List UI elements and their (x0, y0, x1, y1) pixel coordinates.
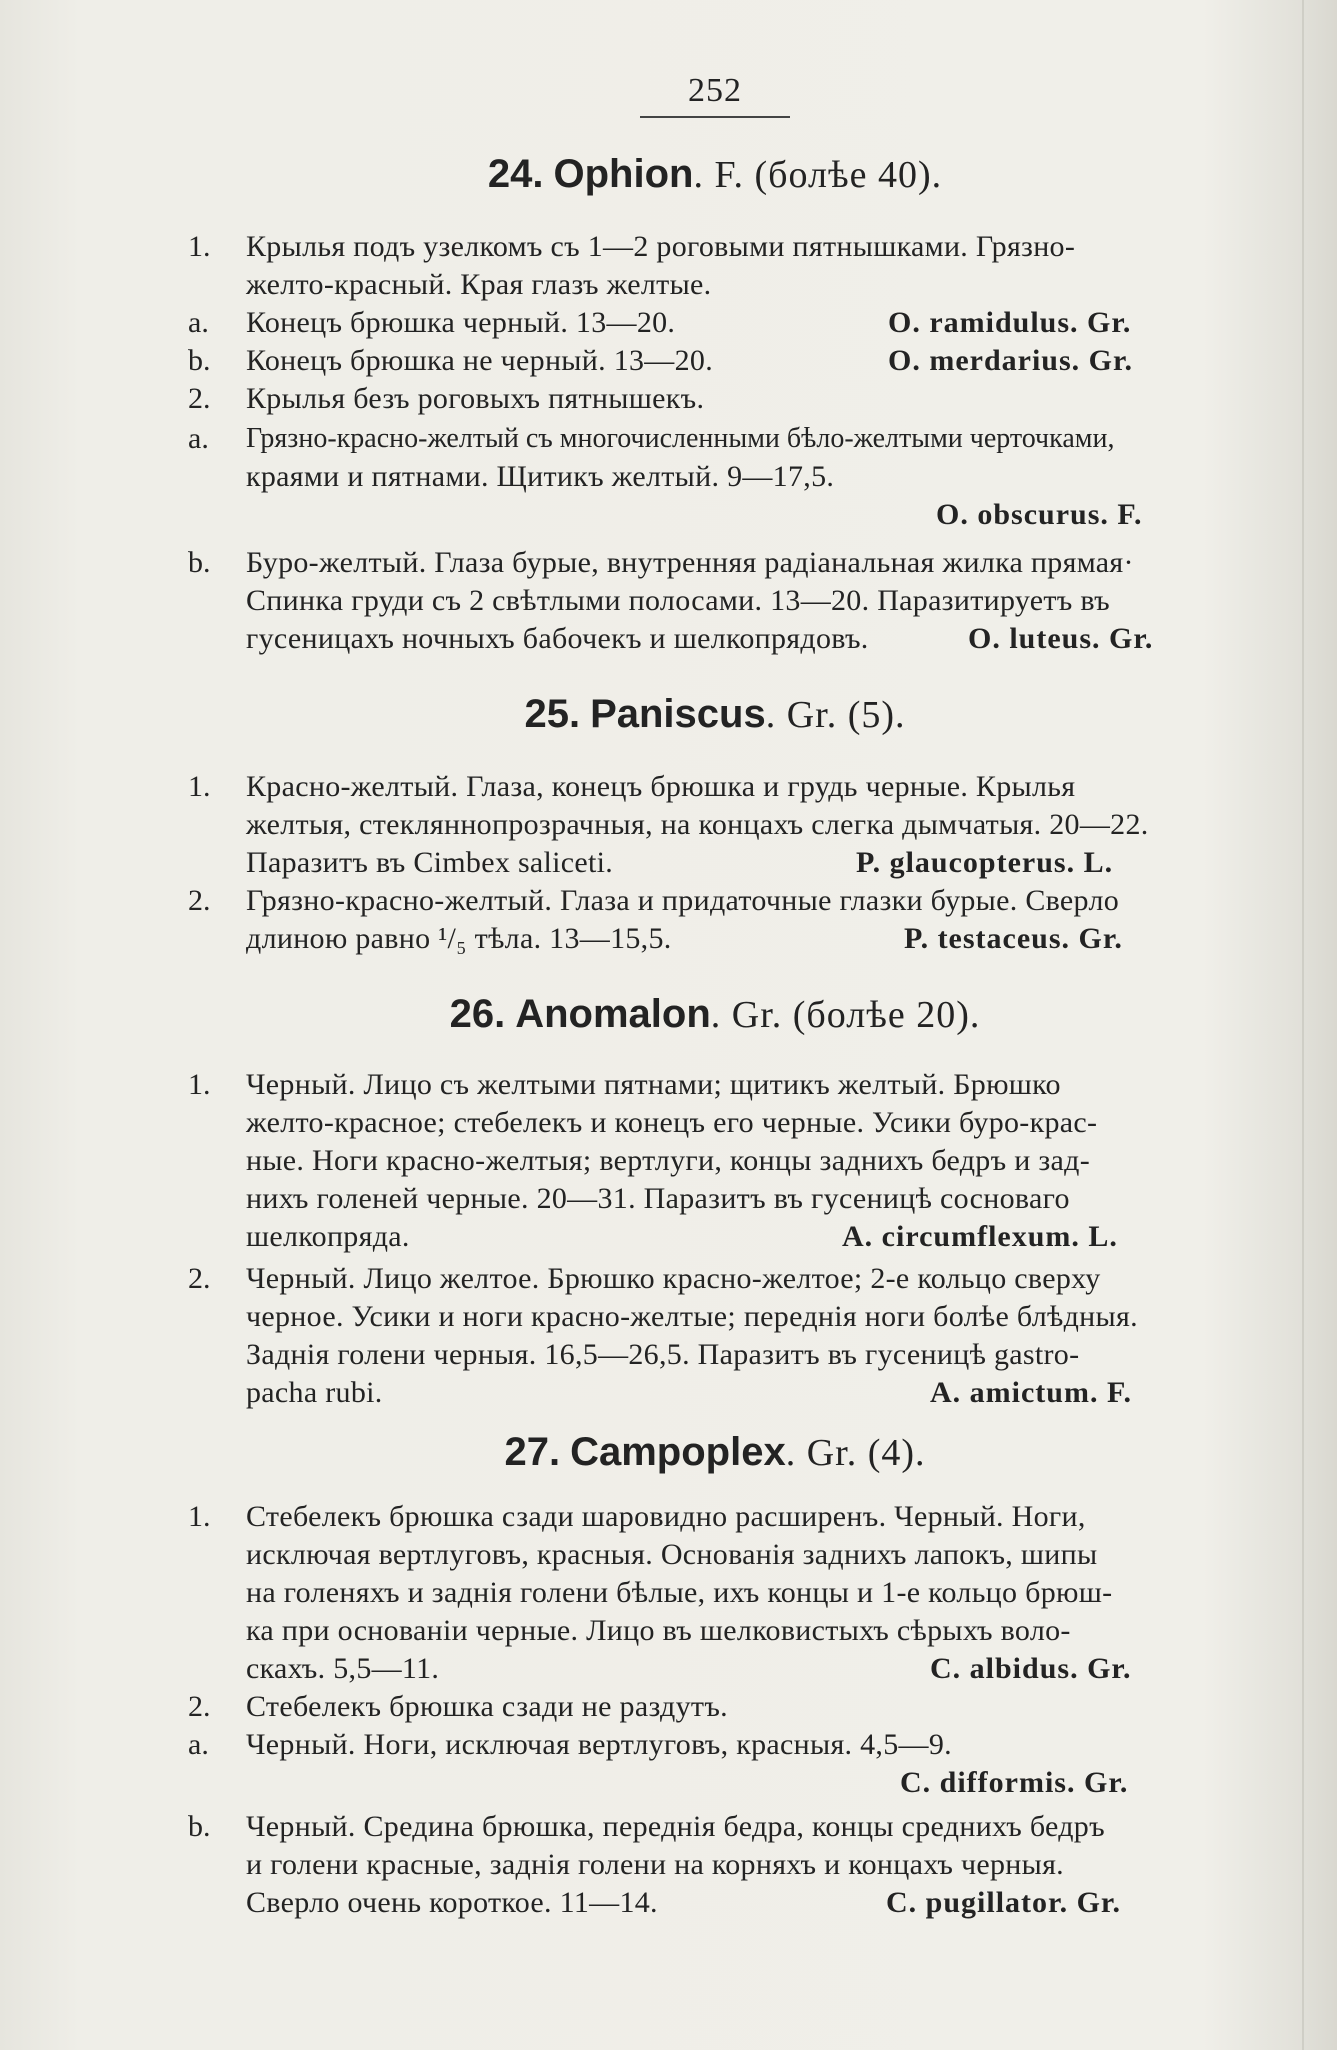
genus-name: Campoplex (570, 1430, 786, 1474)
key-marker: 2. (188, 1690, 211, 1723)
section-number: 26. (449, 992, 506, 1036)
key-text: Крылья безъ роговыхъ пятнышекъ. (246, 382, 705, 415)
species-name: C. pugillator. Gr. (886, 1886, 1121, 1919)
key-text: желто-красный. Края глазъ желтые. (246, 268, 712, 301)
key-marker: 1. (188, 230, 211, 263)
species-name: A. amictum. F. (930, 1376, 1133, 1409)
key-text: Конецъ брюшка черный. 13—20. (246, 306, 676, 339)
key-marker: b. (188, 546, 211, 579)
species-name: C. albidus. Gr. (930, 1652, 1132, 1685)
key-text: Стебелекъ брюшка сзади шаровидно расширенъ. Черный. Ноги, (246, 1500, 1086, 1533)
key-marker: 2. (188, 1262, 211, 1295)
section-heading-anomalon (190, 990, 1240, 1037)
key-text: ные. Ноги красно-желтыя; вертлуги, концы заднихъ бедръ и зад- (246, 1144, 1090, 1177)
key-marker: b. (188, 1810, 211, 1843)
section-heading-paniscus (190, 690, 1240, 737)
key-text: нихъ голеней черные. 20—31. Паразитъ въ гусеницѣ сосноваго (246, 1182, 1070, 1215)
key-text: Черный. Лицо желтое. Брюшко красно-желтое; 2-е кольцо сверху (246, 1262, 1101, 1295)
key-text: Черный. Лицо съ желтыми пятнами; щитикъ желтый. Брюшко (246, 1068, 1061, 1101)
key-text: черное. Усики и ноги красно-желтые; переднія ноги болѣе блѣдныя. (246, 1300, 1138, 1333)
key-text: Конецъ брюшка не черный. 13—20. (246, 344, 714, 377)
section-authority: . Gr. (болѣе 20). (710, 994, 981, 1036)
section-number: 24. (487, 152, 544, 196)
section-number: 27. (504, 1430, 561, 1474)
key-marker: 2. (188, 382, 211, 415)
section-authority: . Gr. (5). (765, 694, 906, 736)
key-text: Грязно-красно-желтый съ многочисленными бѣло-желтыми черточками, (246, 423, 1115, 454)
key-marker: a. (188, 1728, 209, 1761)
section-heading-ophion (190, 150, 1240, 197)
section-heading-campoplex (190, 1428, 1240, 1475)
key-text: длиною равно ¹/₅ тѣла. 13—15,5. (246, 922, 672, 955)
species-name: P. glaucopterus. L. (856, 846, 1114, 879)
genus-name: Ophion (553, 152, 694, 196)
key-text: Паразитъ въ Cimbex saliceti. (246, 846, 614, 879)
section-authority: . F. (болѣе 40). (693, 154, 943, 196)
page-number-rule (640, 116, 790, 118)
species-name: P. testaceus. Gr. (904, 922, 1123, 955)
species-name: O. obscurus. F. (936, 498, 1143, 531)
key-text: желтыя, стекляннопрозрачныя, на концахъ слегка дымчатыя. 20—22. (246, 808, 1149, 841)
key-text: Спинка груди съ 2 свѣтлыми полосами. 13—20. Паразитируетъ въ (246, 584, 1110, 617)
key-text: Грязно-красно-желтый. Глаза и придаточные глазки бурые. Сверло (246, 884, 1120, 917)
genus-name: Paniscus (590, 692, 766, 736)
key-text: и голени красные, заднія голени на корняхъ и концахъ черныя. (246, 1848, 1064, 1881)
key-marker: a. (188, 306, 209, 339)
key-marker: a. (188, 422, 209, 455)
key-text: желто-красное; стебелекъ и конецъ его черные. Усики буро-крас- (246, 1106, 1098, 1139)
page-number: 252 (688, 72, 742, 109)
key-text: Черный. Средина брюшка, переднія бедра, концы среднихъ бедръ (246, 1810, 1105, 1843)
key-text: Буро-желтый. Глаза бурые, внутренняя радіанальная жилка прямая· (246, 546, 1134, 579)
key-text: краями и пятнами. Щитикъ желтый. 9—17,5. (246, 460, 835, 493)
key-text: Черный. Ноги, исключая вертлуговъ, красныя. 4,5—9. (246, 1728, 952, 1761)
key-text: гусеницахъ ночныхъ бабочекъ и шелкопрядовъ. (246, 622, 869, 655)
key-text: исключая вертлуговъ, красныя. Основанія заднихъ лапокъ, шипы (246, 1538, 1098, 1571)
species-name: O. merdarius. Gr. (888, 344, 1134, 377)
key-text: pacha rubi. (246, 1376, 383, 1409)
key-text: ка при основаніи черные. Лицо въ шелковистыхъ сѣрыхъ воло- (246, 1614, 1071, 1647)
key-marker: 1. (188, 1068, 211, 1101)
key-text: Стебелекъ брюшка сзади не раздутъ. (246, 1690, 728, 1723)
key-text: скахъ. 5,5—11. (246, 1652, 440, 1685)
key-marker: 1. (188, 1500, 211, 1533)
species-name: O. luteus. Gr. (968, 622, 1154, 655)
key-marker: b. (188, 344, 211, 377)
key-text: Заднія голени черныя. 16,5—26,5. Паразитъ въ гусеницѣ gastro- (246, 1338, 1080, 1371)
key-text: Крылья подъ узелкомъ съ 1—2 роговыми пятнышками. Грязно- (246, 230, 1076, 263)
key-marker: 2. (188, 884, 211, 917)
key-marker: 1. (188, 770, 211, 803)
key-text: Красно-желтый. Глаза, конецъ брюшка и грудь черные. Крылья (246, 770, 1076, 803)
species-name: C. difformis. Gr. (900, 1766, 1129, 1799)
key-text: на голеняхъ и заднія голени бѣлые, ихъ концы и 1-е кольцо брюш- (246, 1576, 1113, 1609)
key-text: Сверло очень короткое. 11—14. (246, 1886, 658, 1919)
species-name: O. ramidulus. Gr. (888, 306, 1132, 339)
key-text: шелкопряда. (246, 1220, 410, 1253)
species-name: A. circumflexum. L. (842, 1220, 1118, 1253)
section-number: 25. (524, 692, 581, 736)
section-authority: . Gr. (4). (785, 1432, 926, 1474)
genus-name: Anomalon (515, 992, 711, 1036)
